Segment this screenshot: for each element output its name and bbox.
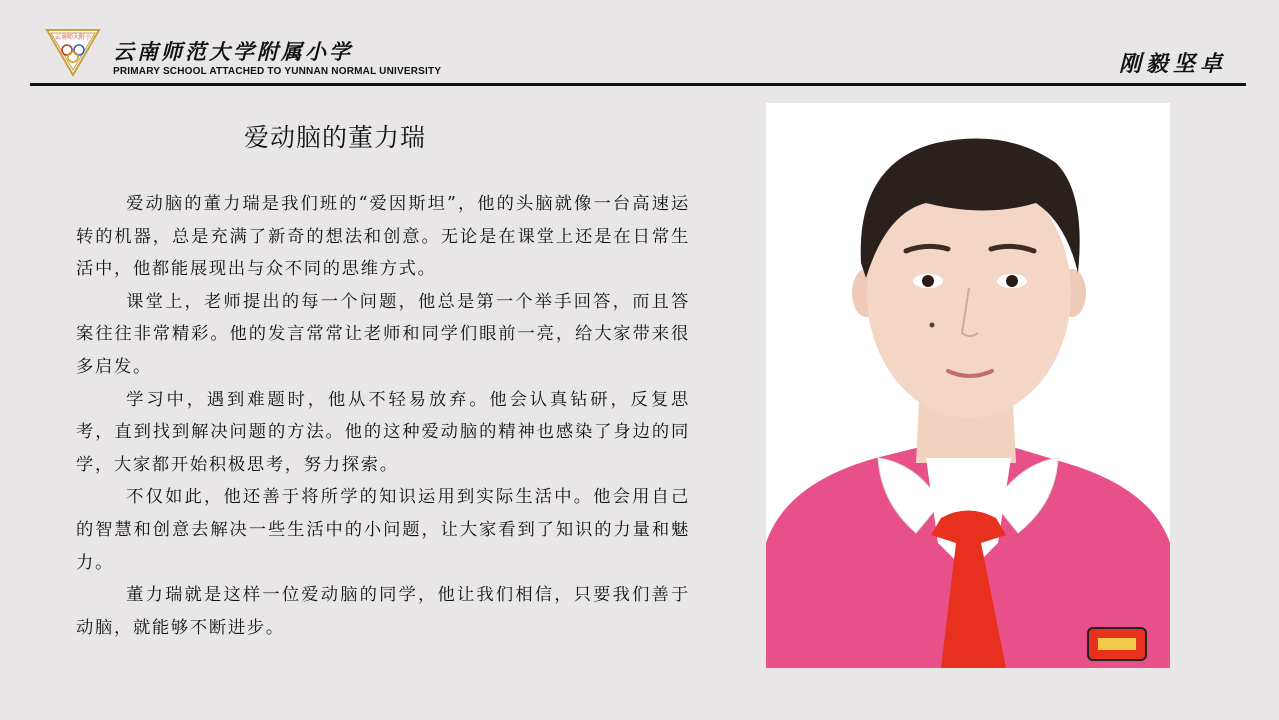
header — [0, 0, 1279, 90]
student-portrait-photo — [766, 103, 1170, 668]
article-paragraph: 董力瑞就是这样一位爱动脑的同学，他让我们相信，只要我们善于动脑，就能够不断进步。 — [76, 585, 690, 638]
school-name-en: PRIMARY SCHOOL ATTACHED TO YUNNAN NORMAL UNIVERSITY — [113, 66, 442, 77]
school-motto: 刚毅坚卓 — [1118, 52, 1227, 77]
article-body — [76, 188, 690, 644]
school-emblem-icon — [45, 28, 101, 78]
article-paragraph: 爱动脑的董力瑞是我们班的“爱因斯坦”，他的头脑就像一台高速运转的机器，总是充满了新奇的想法和创意。无论是在课堂上还是在日常生活中，他都能展现出与众不同的思维方式。 — [76, 194, 690, 280]
logo-text: 云南师大附小 — [54, 34, 92, 41]
header-divider — [30, 83, 1246, 86]
article-paragraph: 学习中，遇到难题时，他从不轻易放弃。他会认真钻研，反复思考，直到找到解决问题的方法。他的这种爱动脑的精神也感染了身边的同学，大家都开始积极思考，努力探索。 — [76, 389, 690, 475]
article-paragraph: 不仅如此，他还善于将所学的知识运用到实际生活中。他会用自己的智慧和创意去解决一些生活中的小问题，让大家看到了知识的力量和魅力。 — [76, 487, 690, 573]
article-paragraph: 课堂上，老师提出的每一个问题，他总是第一个举手回答，而且答案往往非常精彩。他的发言常常让老师和同学们眼前一亮，给大家带来很多启发。 — [76, 291, 690, 377]
article-title: 爱动脑的董力瑞 — [243, 123, 426, 152]
school-name-cn: 云南师范大学附属小学 — [113, 40, 353, 64]
